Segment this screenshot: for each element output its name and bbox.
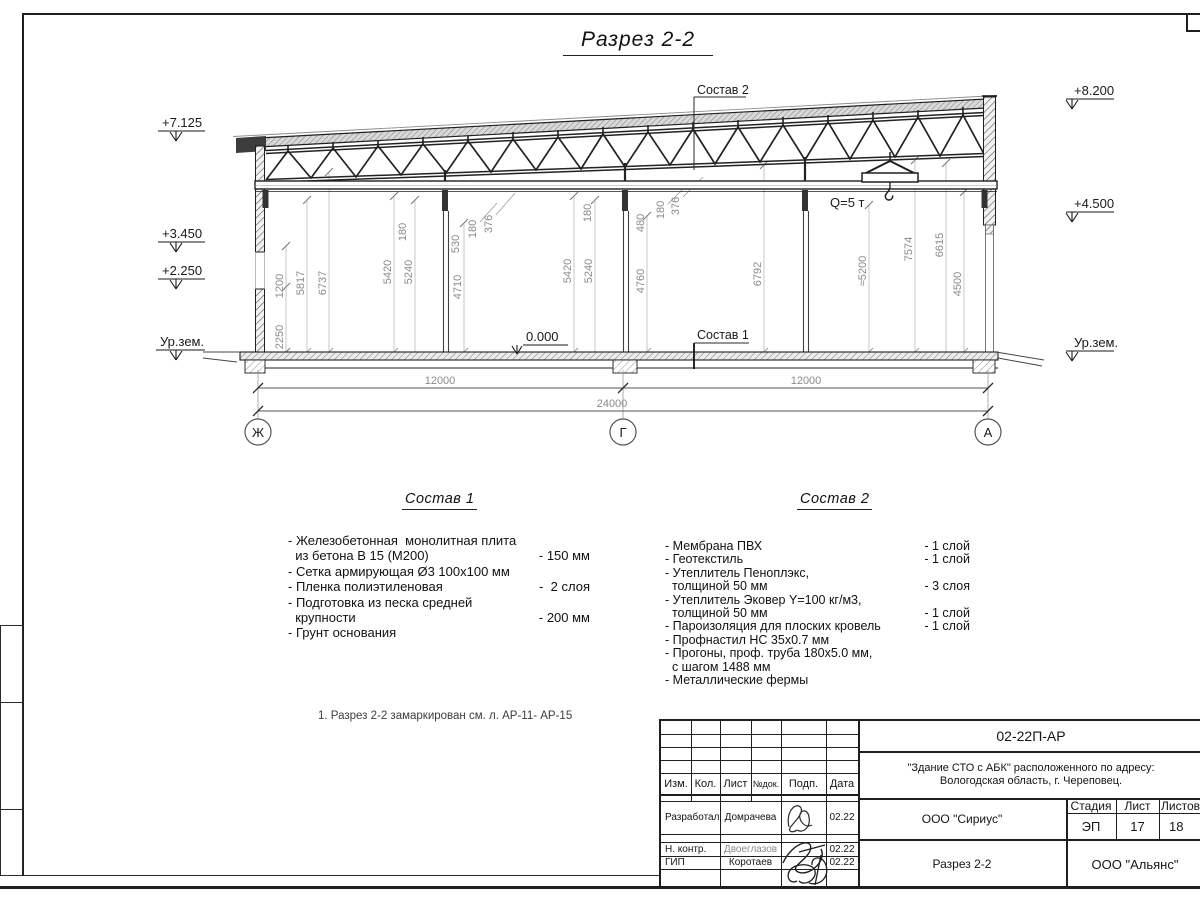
tb-object: "Здание СТО с АБК" расположенного по адресу: Вологодская область, г. Череповец. — [907, 762, 1155, 787]
tb-role: ГИП — [665, 857, 685, 868]
dim-label: 480 — [635, 213, 647, 233]
tb-header-list: Лист — [723, 777, 748, 790]
tb-role: Н. контр. — [665, 843, 707, 855]
signature — [788, 806, 812, 832]
dim-label: 5240 — [583, 258, 595, 284]
tb-header-ndok: №док. — [752, 778, 780, 789]
list-item: с шагом 1488 мм — [665, 659, 771, 674]
svg-text:+7.125: +7.125 — [162, 115, 203, 130]
tb-name: Домрачева — [724, 812, 777, 823]
tb-sheets-value: 18 — [1169, 818, 1184, 834]
floor-slab — [203, 352, 1044, 373]
roof — [233, 96, 997, 154]
dim-label: 4760 — [635, 268, 647, 294]
svg-text:Ур.зем.: Ур.зем. — [1074, 335, 1119, 350]
tb-sheet-value: 17 — [1130, 818, 1145, 834]
list-item: из бетона В 15 (М200) - 150 мм — [288, 548, 590, 564]
ground-left — [203, 352, 240, 362]
list-item: - Утеплитель Эковер Y=100 кг/м3, — [665, 592, 862, 607]
ground-right — [996, 352, 1044, 366]
tb-org-middle: ООО "Сириус" — [921, 811, 1003, 826]
dim-label: 4500 — [952, 271, 964, 297]
sostav2-title: Состав 2 — [797, 491, 872, 510]
margin-box — [0, 625, 23, 703]
dim-label: 376 — [670, 196, 682, 216]
svg-text:0.000: 0.000 — [526, 329, 559, 344]
elevation-mark — [158, 263, 205, 289]
axis-label: А — [983, 425, 993, 440]
dim-label: 180 — [397, 222, 409, 242]
tb-header-izm: Изм. — [664, 777, 688, 790]
tb-sheets-label: Листов — [1161, 798, 1200, 813]
title-block — [659, 719, 1200, 888]
dim-label: 6615 — [934, 232, 946, 258]
tb-date: 02.22 — [829, 857, 855, 868]
list-item: толщиной 50 мм - 1 слой — [665, 606, 970, 621]
beam-and-columns — [255, 181, 997, 352]
tb-doc-number: 02-22П-АР — [996, 728, 1066, 744]
left-wall — [256, 146, 265, 352]
dim-label: 376 — [483, 214, 495, 234]
margin-box — [0, 703, 23, 810]
elevation-mark — [158, 115, 205, 141]
elevation-mark — [1066, 196, 1114, 222]
dim-label: 5240 — [403, 259, 415, 285]
dim-label: 7574 — [903, 236, 915, 262]
dim-label: 180 — [582, 203, 594, 223]
tb-name: Коротаев — [728, 857, 773, 868]
list-item: - Утеплитель Пеноплэкс, — [665, 565, 810, 580]
tb-sheet-label: Лист — [1124, 798, 1151, 813]
signatures — [779, 797, 859, 889]
list-item: - Геотекстиль - 1 слой — [665, 552, 970, 567]
axis-label: Г — [619, 425, 627, 440]
svg-text:Ур.зем.: Ур.зем. — [160, 334, 205, 349]
footings — [245, 360, 995, 373]
tb-role: Разработал — [665, 812, 720, 823]
tb-date: 02.22 — [829, 843, 855, 855]
dim-label: 5420 — [562, 258, 574, 284]
dim-label: 6737 — [317, 270, 329, 296]
dim-label: 180 — [655, 200, 667, 220]
dim-label: 1200 — [274, 273, 286, 299]
list-item: - Пароизоляция для плоских кровель - 1 слой — [665, 619, 970, 634]
list-item: - Подготовка из песка средней — [288, 594, 473, 610]
svg-text:+4.500: +4.500 — [1074, 196, 1115, 211]
frame-bottom-border — [0, 875, 660, 876]
dim-label: 6792 — [752, 261, 764, 287]
column-caps — [263, 190, 988, 211]
elevation-mark — [1066, 83, 1114, 109]
list-item: крупности - 200 мм — [288, 610, 590, 626]
dim-label: 12000 — [790, 375, 822, 387]
crane-capacity-label: Q=5 т — [830, 195, 865, 210]
tb-header-podp: Подп. — [788, 777, 819, 790]
list-item: - Профнастил НС 35х0.7 мм — [665, 632, 830, 647]
tb-stage-value: ЭП — [1081, 818, 1101, 834]
dim-label: 180 — [467, 219, 479, 239]
elevation-mark-zero — [512, 329, 568, 354]
list-item: - Грунт основания — [288, 625, 397, 641]
sheet-note: 1. Разрез 2-2 замаркирован см. л. АР-11- АР-15 — [318, 710, 573, 722]
svg-text:+3.450: +3.450 — [162, 226, 203, 241]
tb-drawing-name: Разрез 2-2 — [932, 857, 992, 871]
tb-header-data: Дата — [829, 777, 855, 790]
svg-text:+8.200: +8.200 — [1074, 83, 1115, 98]
svg-text:+2.250: +2.250 — [162, 263, 203, 278]
dim-label: 5817 — [295, 270, 307, 296]
elevation-mark — [1066, 335, 1118, 361]
list-item: - Пленка полиэтиленовая - 2 слоя — [288, 579, 590, 595]
sostav1-leader-label: Состав 1 — [697, 328, 749, 342]
sostav2-leader-label: Состав 2 — [697, 83, 749, 97]
page-title: Разрез 2-2 — [563, 28, 713, 56]
dim-label: 2250 — [274, 324, 286, 350]
dim-label: 12000 — [424, 375, 456, 387]
tb-date: 02.22 — [829, 812, 855, 823]
sostav1-list — [288, 533, 590, 641]
dim-label: 24000 — [596, 398, 628, 410]
tb-name: Двоеглазов — [723, 843, 778, 855]
list-item: - Сетка армирующая Ø3 100х100 мм — [288, 563, 510, 579]
list-item: - Железобетонная монолитная плита — [288, 533, 517, 548]
right-wall-lower — [986, 225, 994, 352]
list-item: - Металлические фермы — [665, 673, 809, 688]
sostav2-list — [665, 540, 970, 687]
list-item: - Мембрана ПВХ - 1 слой — [665, 539, 970, 553]
tb-org-bottom: ООО "Альянс" — [1091, 856, 1179, 872]
dim-label: 4710 — [452, 274, 464, 300]
tb-stage-label: Стадия — [1070, 798, 1112, 813]
dimension-rows — [253, 370, 993, 419]
sostav1-title: Состав 1 — [402, 491, 477, 510]
elevation-mark — [156, 334, 205, 360]
vertical-dim-labels — [274, 197, 964, 349]
dim-label: 530 — [450, 234, 462, 254]
axis-label: Ж — [251, 425, 265, 440]
axis-markers — [245, 419, 1001, 445]
tb-header-kol: Кол. — [694, 777, 717, 790]
list-item: - Прогоны, проф. труба 180х5.0 мм, — [665, 646, 873, 661]
margin-box — [0, 810, 23, 876]
dim-label: 5420 — [382, 259, 394, 285]
list-item: толщиной 50 мм - 3 слоя — [665, 579, 970, 594]
dim-label: ≈5200 — [857, 255, 869, 287]
elevation-mark — [158, 226, 205, 252]
